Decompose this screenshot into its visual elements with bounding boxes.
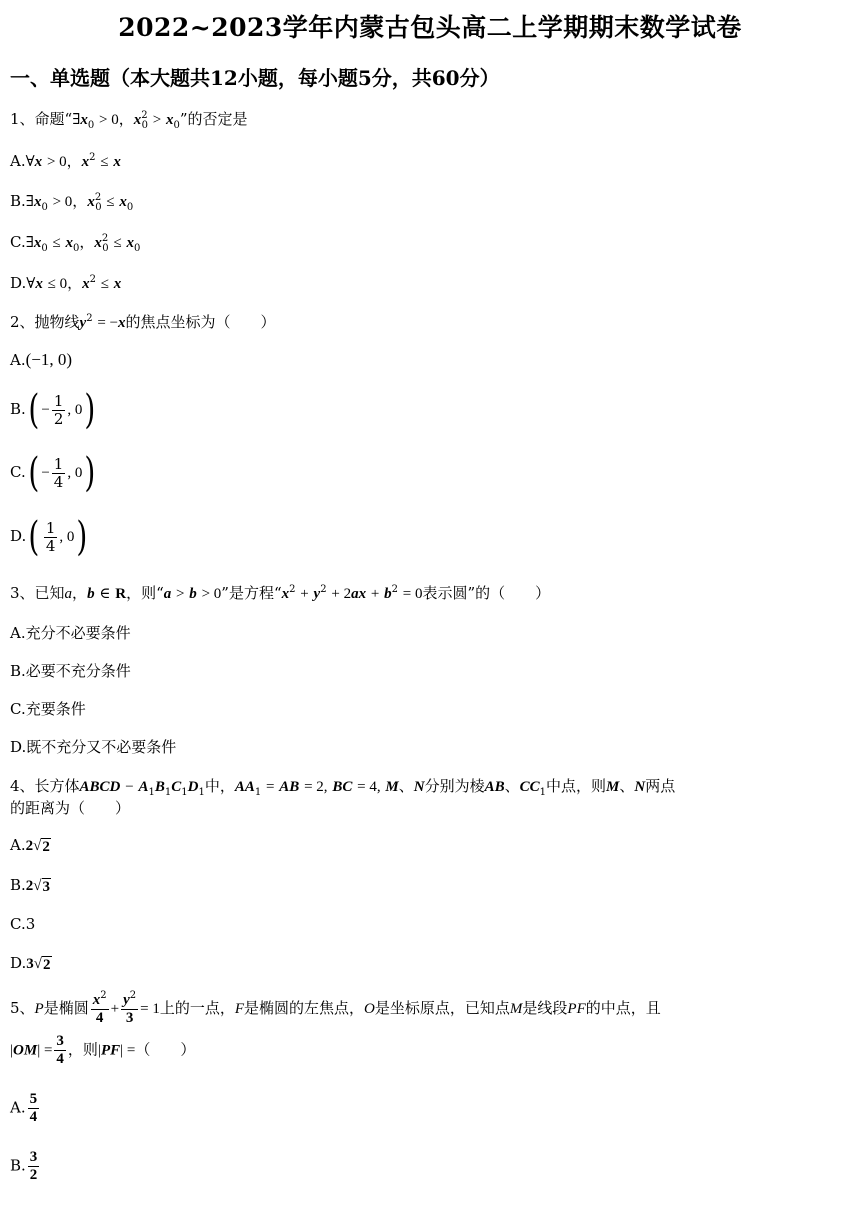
question-2-option-b: B.( − $\frac{1}{2}$ , 0) [10,387,96,433]
question-5: 5、P是椭圆 $\frac{x^2}{4}$ + $\frac{y^2}{3}$ = 1上的一点，F是椭圆的左焦点，O是坐标原点，已知点M是线段PF的中点，且 [10,990,661,1026]
question-1: 1、命题“$\exists x_0 > 0$，$x^2_0 > x_0$”的否定是 [10,110,248,131]
question-3-option-a: A.充分不必要条件 [10,624,131,642]
question-5-option-b: B. $\frac{3}{2}$ [10,1149,38,1183]
question-1-option-b: $B.\exists x_0 > 0$，$x^2_0 \le x_0$ [10,192,134,213]
question-3-option-b: B.必要不充分条件 [10,662,131,680]
exam-title: 2022~2023学年内蒙古包头高二上学期期末数学试卷 [118,13,742,42]
question-1-option-a: A.∀x > 0，$x^2 \le x$ [10,152,121,170]
question-1-option-d: D.∀x ≤ 0，$x^2 \le x$ [10,274,122,292]
question-2-option-a: A.(−1, 0) [10,350,73,369]
question-3: 3、已知a，b ∈ R，则“a > b > 0”是方程“$x^2 + y^2 + 2ax + b^2 = 0$表示圆”的（ ） [10,584,551,602]
question-2: 2、抛物线$y^2 = -x$的焦点坐标为（ ） [10,313,276,331]
question-2-option-d: D.( $\frac{1}{4}$ , 0) [10,514,88,560]
question-5-option-a: A. $\frac{5}{4}$ [10,1091,38,1125]
question-4-option-c: C.3 [10,915,36,933]
question-2-option-c: C.( − $\frac{1}{4}$ , 0) [10,450,96,496]
question-3-option-c: C.充要条件 [10,700,86,718]
question-3-option-d: D.既不充分又不必要条件 [10,738,177,756]
question-5-line-2: |OM| = $\frac{3}{4}$ ，则|PF| =（ ） [10,1033,196,1067]
question-1-option-c: $C.\exists x_0 \le x_0$，$x^2_0 \le x_0$ [10,233,141,254]
question-4-option-a: A.2 √ 2 [10,836,50,855]
section-heading: 一、单选题（本大题共12小题，每小题5分，共60分） [10,66,500,90]
question-4-line-2: 的距离为（ ） [10,799,131,817]
question-4-option-d: D.3 √ 2 [10,954,51,973]
question-4: 4、长方体ABCD − $A_1B_1C_1D_1$中，$AA_1$ = AB = 2, BC = 4, M、N分别为棱AB、$CC_1$中点，则M、N两点 [10,777,676,798]
question-4-option-b: B.2 √ 3 [10,876,51,895]
